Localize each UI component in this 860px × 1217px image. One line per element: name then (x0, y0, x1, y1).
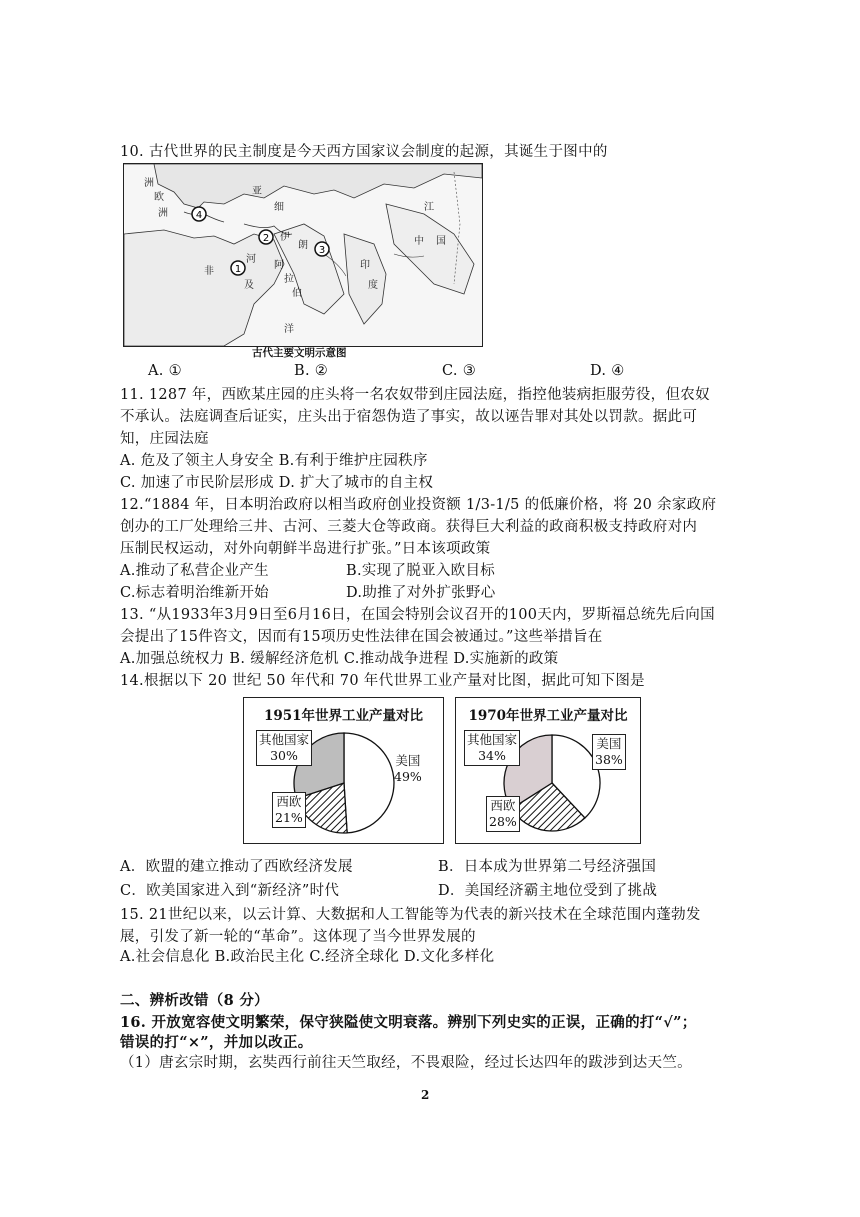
map-label: 洋 (284, 324, 294, 335)
chart-title: 1970年世界工业产量对比 (468, 708, 628, 724)
q15-line: 展，引发了新一轮的“革命”。这体现了当今世界发展的 (120, 929, 476, 945)
svg-text:4: 4 (195, 210, 203, 221)
ancient-civilizations-map (123, 163, 483, 347)
q15-options: A.社会信息化 B.政治民主化 C.经济全球化 D.文化多样化 (120, 949, 495, 965)
q12-line: 12.“1884 年，日本明治政府以相当政府创业投资额 1/3-1/5 的低廉价格，将 20 余家政府 (120, 497, 717, 513)
q13-line: 13. “从1933年3月9日至6月16日，在国会特别会议召开的100天内，罗斯福总统先后向国 (120, 607, 715, 623)
map-label: 亚 (252, 186, 262, 197)
q16-line: 错误的打“×”，并加以改正。 (120, 1034, 313, 1051)
marker-1 (231, 261, 245, 275)
q11-options: A. 危及了领主人身安全 B.有利于维护庄园秩序 (120, 453, 428, 469)
map-label: 非 (204, 266, 214, 277)
q16-line: 16. 开放宽容使文明繁荣，保守狭隘使文明衰落。辨别下列史实的正误，正确的打“√”； (120, 1014, 697, 1031)
map-label: 河 (246, 254, 256, 265)
section-title: 二、辨析改错（8 分） (120, 992, 269, 1009)
map-caption: 古代主要文明示意图 (252, 347, 347, 359)
map-label: 伯 (292, 288, 302, 299)
pie-svg-1970 (456, 698, 640, 843)
pie-label-usa: 美国 49% (394, 753, 422, 784)
q10-option-a: A. ① (148, 363, 182, 379)
map-label: 伊 (280, 232, 290, 243)
pie-label-usa: 美国 38% (592, 734, 626, 770)
q12-option-c: C.标志着明治维新开始 (120, 585, 269, 601)
page-number: 2 (421, 1088, 430, 1102)
q11-line: 知，庄园法庭 (120, 431, 209, 447)
q13-options: A.加强总统权力 B. 缓解经济危机 C.推动战争进程 D.实施新的政策 (120, 651, 559, 667)
q15-line: 15. 21世纪以来，以云计算、大数据和人工智能等为代表的新兴技术在全球范围内蓬勃发 (120, 907, 701, 923)
map-label: 欧 (154, 192, 164, 203)
map-label: 国 (436, 236, 446, 247)
pie-slice-0 (344, 733, 394, 833)
marker-3 (315, 242, 329, 256)
q10-option-b: B. ② (294, 363, 329, 379)
q14-option-d: D．美国经济霸主地位受到了挑战 (438, 883, 658, 899)
q11-options: C. 加速了市民阶层形成 D. 扩大了城市的自主权 (120, 475, 434, 491)
pie-label-west-europe: 西欧 28% (486, 796, 520, 832)
map-label: 印 (360, 260, 370, 271)
map-label: 江 (424, 202, 434, 213)
chart-title: 1951年世界工业产量对比 (263, 708, 424, 724)
pie-label-west-europe: 西欧 21% (272, 792, 306, 828)
q16-item-1: （1）唐玄宗时期，玄奘西行前往天竺取经，不畏艰险，经过长达四年的跋涉到达天竺。 (120, 1055, 692, 1071)
q14-stem: 14.根据以下 20 世纪 50 年代和 70 年代世界工业产量对比图，据此可知下图是 (120, 673, 645, 689)
map-label: 度 (368, 280, 378, 291)
q10-option-c: C. ③ (442, 363, 476, 379)
svg-text:1: 1 (234, 264, 242, 275)
q11-line: 11. 1287 年，西欧某庄园的庄头将一名农奴带到庄园法庭，指控他装病拒服劳役，但农奴 (120, 387, 710, 403)
q14-option-a: A．欧盟的建立推动了西欧经济发展 (120, 859, 353, 875)
map-label: 洲 (144, 178, 154, 189)
q12-line: 创办的工厂处理给三井、古河、三菱大仓等政商。获得巨大利益的政商积极支持政府对内 (120, 519, 698, 535)
q14-option-c: C．欧美国家进入到“新经济”时代 (120, 883, 340, 899)
map-label: 细 (274, 202, 284, 213)
q14-option-b: B．日本成为世界第二号经济强国 (438, 859, 657, 875)
q10-stem: 10. 古代世界的民主制度是今天西方国家议会制度的起源，其诞生于图中的 (120, 144, 608, 160)
marker-2 (259, 230, 273, 244)
pie-chart-1951 (243, 697, 444, 844)
svg-text:3: 3 (318, 245, 326, 256)
pie-chart-1970 (455, 697, 641, 844)
q12-option-b: B.实现了脱亚入欧目标 (346, 563, 496, 579)
q13-line: 会提出了15件咨文，因而有15项历史性法律在国会被通过。”这些举措旨在 (120, 629, 603, 645)
map-label: 朗 (298, 240, 308, 251)
q12-option-d: D.助推了对外扩张野心 (346, 585, 496, 601)
q12-line: 压制民权运动，对外向朝鲜半岛进行扩张。”日本该项政策 (120, 541, 491, 557)
pie-label-other: 其他国家 34% (464, 730, 520, 766)
q12-option-a: A.推动了私营企业产生 (120, 563, 269, 579)
q10-option-d: D. ④ (590, 363, 625, 379)
map-label: 中 (414, 236, 424, 247)
map-label: 及 (244, 280, 254, 291)
map-label: 拉 (284, 274, 294, 285)
map-outline (124, 164, 482, 346)
svg-text:2: 2 (262, 233, 270, 244)
q11-line: 不承认。法庭调查后证实，庄头出于宿怨伪造了事实，故以诬告罪对其处以罚款。据此可 (120, 409, 698, 425)
marker-4 (192, 207, 206, 221)
map-label: 阿 (274, 260, 284, 271)
pie-label-other: 其他国家 30% (256, 730, 312, 766)
map-label: 洲 (158, 208, 168, 219)
